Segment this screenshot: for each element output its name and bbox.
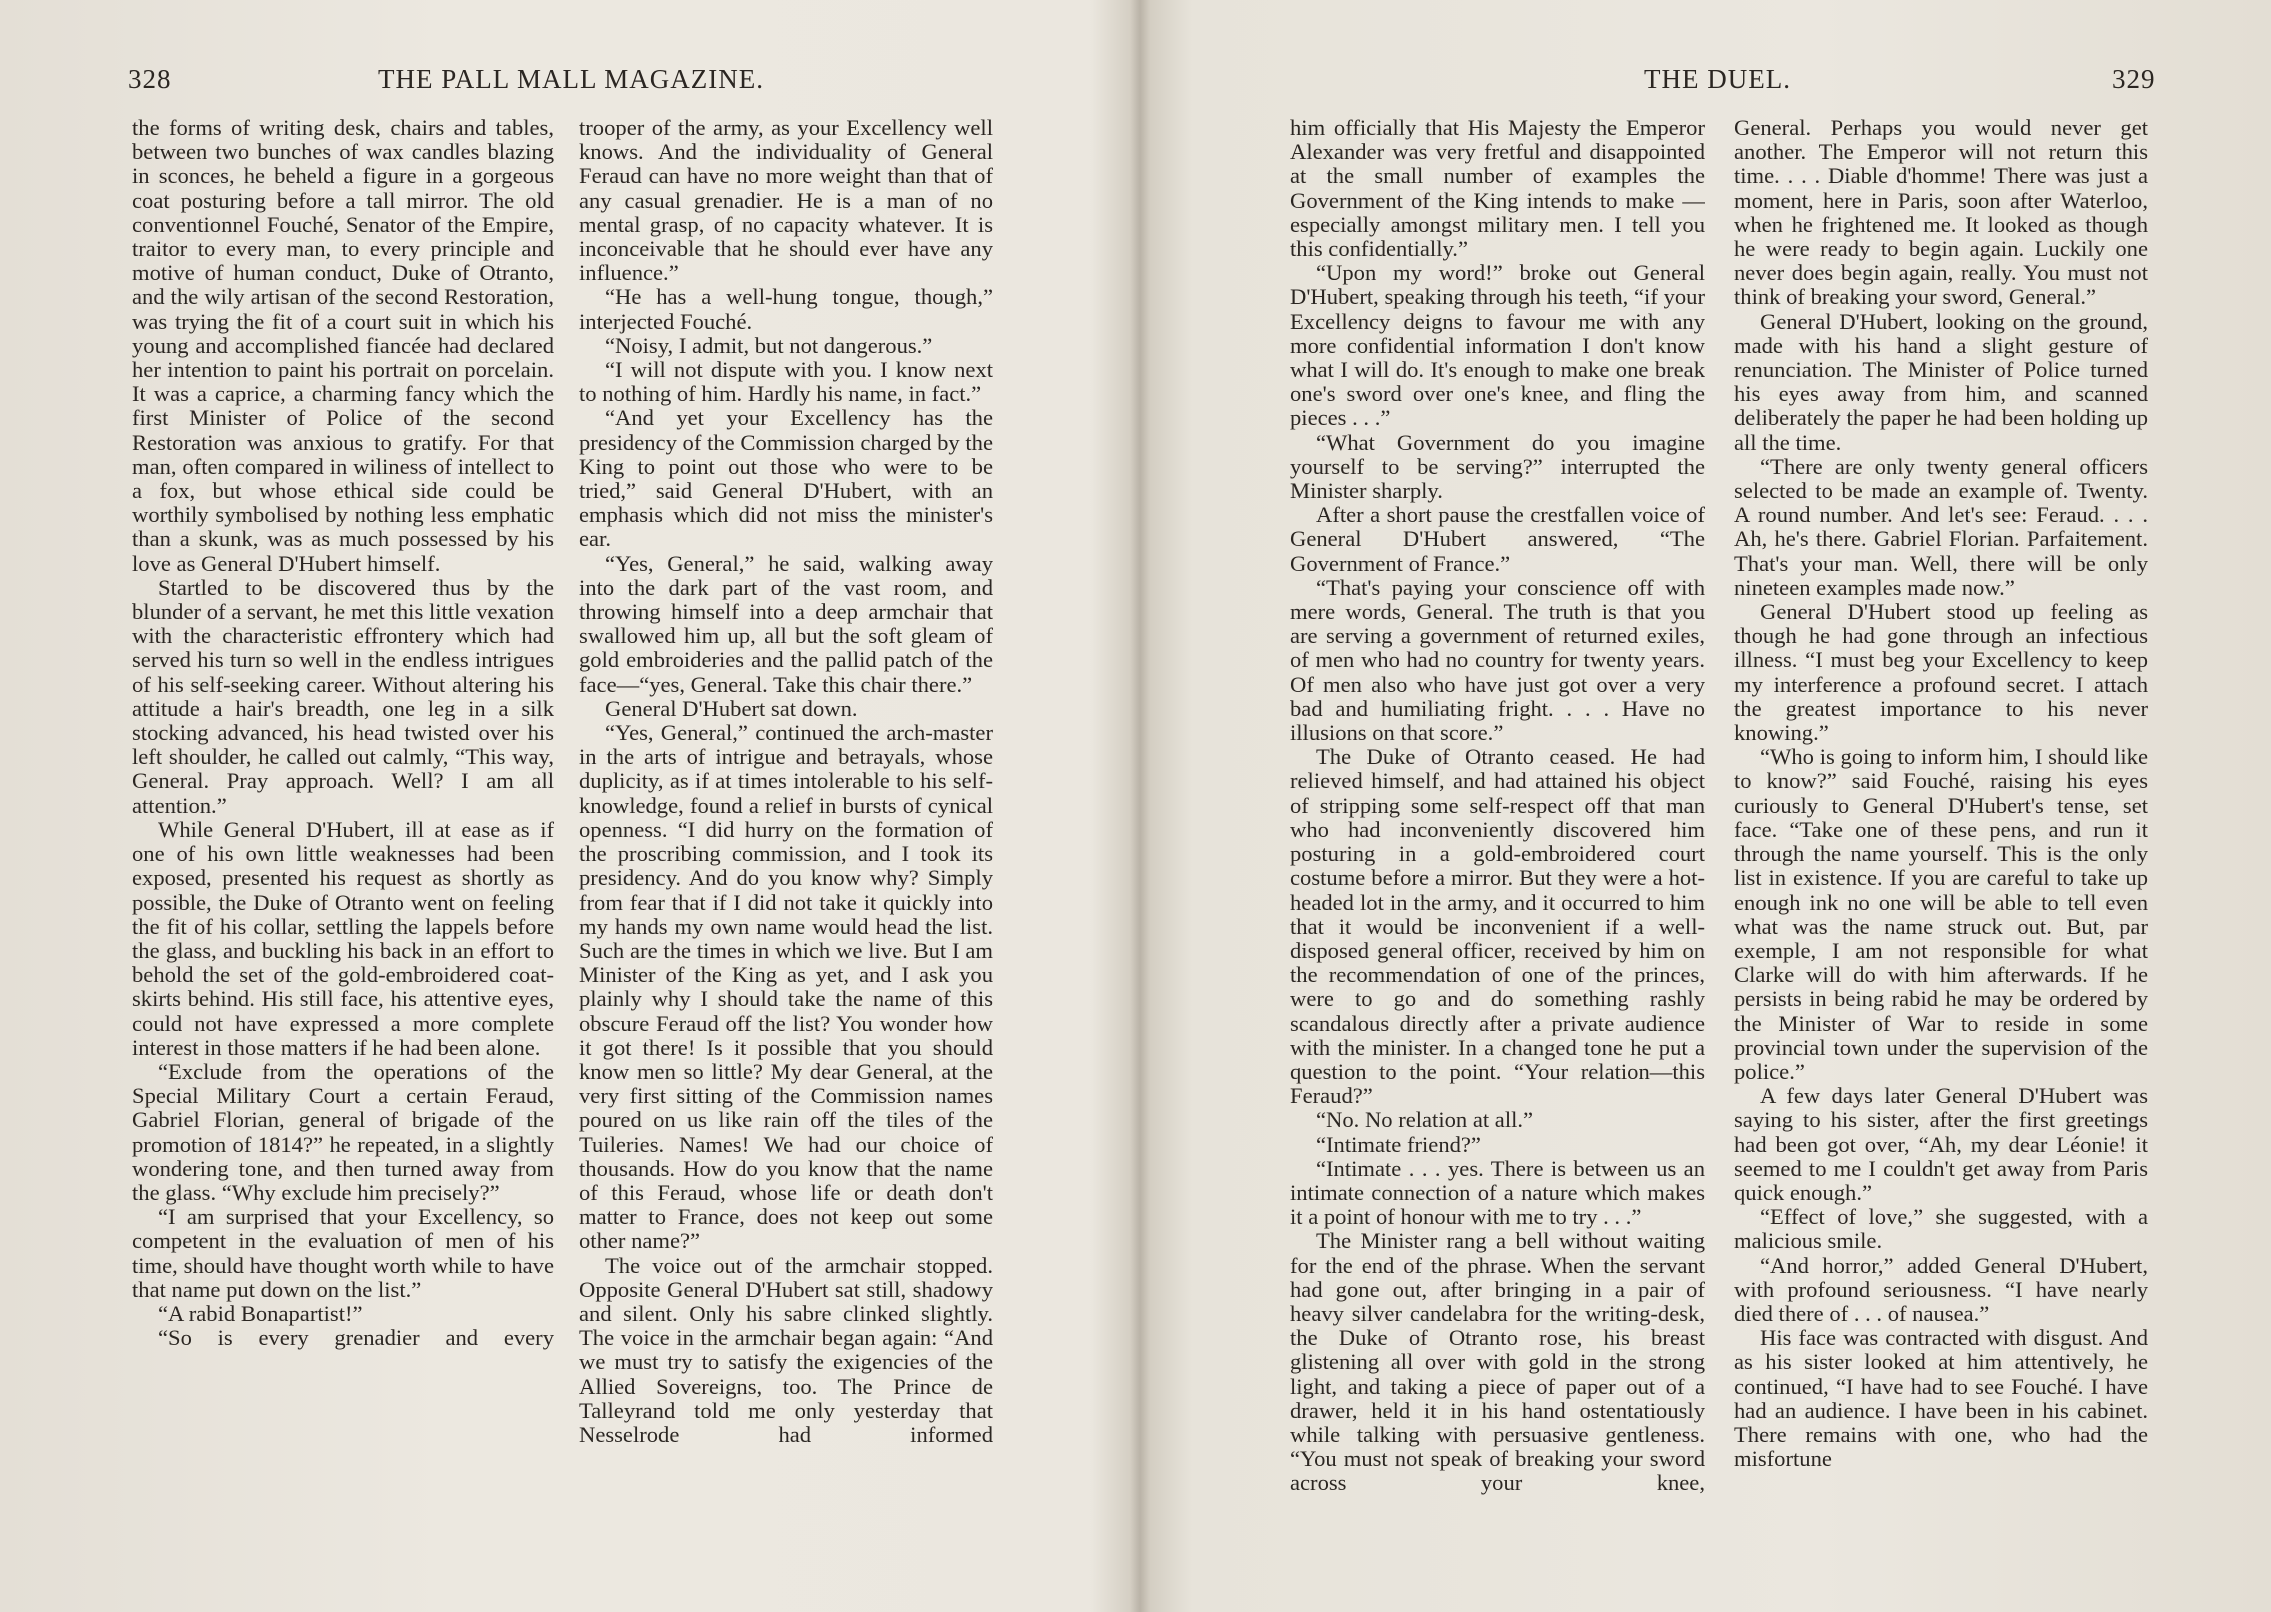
paragraph: “A rabid Bonapartist!”: [158, 1300, 363, 1326]
right-page-column-2: [1734, 116, 2148, 1556]
paragraph: “Noisy, I admit, but not dangerous.”: [605, 332, 933, 358]
paragraph: General D'Hubert stood up feeling as though he had gone through an infectious illness. “I must beg your Excellency to keep my interference a profound secret. I attach the greatest importance to his never knowing.”: [1734, 599, 2148, 746]
paragraph: “So is every grenadier and every: [158, 1325, 554, 1351]
paragraph: “He has a well-hung tongue, though,” interjected Fouché.: [579, 284, 993, 334]
left-page-column-1: [132, 116, 554, 1556]
paragraph: The Duke of Otranto ceased. He had relieved himself, and had attained his object of stripping some self-respect off that man who had inconveniently discovered him posturing in a gold-embroidered court costume before a mirror. But they were a hot-headed lot in the army, and it occurred to him that it would be inconvenient if a well-disposed general officer, received by him on the recommendation of one of the princes, were to go and do something rashly scandalous directly after a private audience with the minister. In a changed tone he put a question to the point. “Your relation—this Feraud?”: [1290, 744, 1705, 1109]
paragraph: Startled to be discovered thus by the blunder of a servant, he met this little vexation with the characteristic effrontery which had served his turn so well in the endless intrigues of his self-seeking career. Without altering his attitude a hair's breadth, one leg in a silk stocking advanced, his head twisted over his left shoulder, he called out calmly, “This way, General. Pray approach. Well? I am all attention.”: [132, 574, 554, 818]
paragraph: “No. No relation at all.”: [1316, 1107, 1534, 1133]
paragraph: The Minister rang a bell without waiting for the end of the phrase. When the servant had gone out, after bringing in a pair of heavy silver candelabra for the writing-desk, the Duke of Otranto rose, his breast glistening all over with gold in the strong light, and taking a piece of paper out of a drawer, held it in his hand ostentatiously while talking with persuasive gentleness. “You must not speak of breaking your sword across your knee,: [1290, 1228, 1705, 1496]
paragraph: “Yes, General,” continued the arch-master in the arts of intrigue and betrayals, whose duplicity, as if at times intolerable to his self-knowledge, found a relief in bursts of cynical openness. “I did hurry on the formation of the proscribing commission, and I took its presidency. And do you know why? Simply from fear that if I did not take it quickly into my hands my own name would head the list. Such are the times in which we live. But I am Minister of the King as yet, and I ask you plainly why I should take the name of this obscure Feraud off the list? You wonder how it got there! Is it possible that you should know men so little? My dear General, at the very first sitting of the Commission names poured on us like rain off the tiles of the Tuileries. Names! We had our choice of thousands. How do you know that the name of this Feraud, whose life or death don't matter to France, does not keep out some other name?”: [579, 720, 993, 1254]
paragraph: “I am surprised that your Excellency, so competent in the evaluation of men of his time, should have thought worth while to have that name put down on the list.”: [132, 1204, 554, 1302]
left-page-column-2: [579, 116, 993, 1556]
paragraph: “Effect of love,” she suggested, with a malicious smile.: [1734, 1204, 2148, 1254]
paragraph: “That's paying your conscience off with mere words, General. The truth is that you are serving a government of returned exiles, of men who had no country for twenty years. Of men also who have just got over a very bad and humiliating fright. . . . Have no illusions on that score.”: [1290, 574, 1705, 746]
paragraph: “Exclude from the operations of the Special Military Court a certain Feraud, Gabriel Florian, general of brigade of the promotion of 1814?” he repeated, in a slightly wondering tone, and then turned away from the glass. “Why exclude him precisely?”: [132, 1058, 554, 1205]
paragraph: trooper of the army, as your Excellency well knows. And the individuality of General Feraud can have no more weight than that of any casual grenadier. He is a man of no mental grasp, of no capacity whatever. It is inconceivable that he should ever have any influence.”: [579, 116, 993, 286]
paragraph: “Intimate friend?”: [1316, 1131, 1481, 1157]
paragraph: him officially that His Majesty the Emperor Alexander was very fretful and disappointed at the small number of examples the Government of the King intends to make —especially amongst military men. I tell you this confidentially.”: [1290, 116, 1705, 262]
right-page-column-1: [1290, 116, 1705, 1556]
paragraph: A few days later General D'Hubert was saying to his sister, after the first greetings had been got over, “Ah, my dear Léonie! it seemed to me I couldn't get away from Paris quick enough.”: [1734, 1083, 2148, 1205]
paragraph: “What Government do you imagine yourself to be serving?” interrupted the Minister sharply.: [1290, 429, 1705, 504]
paragraph: General D'Hubert sat down.: [605, 695, 858, 721]
paragraph: “Who is going to inform him, I should like to know?” said Fouché, raising his eyes curiously to General D'Hubert's tense, set face. “Take one of these pens, and run it through the name yourself. This is the only list in existence. If you are careful to take up enough ink no one will be able to tell even what was the name struck out. But, par exemple, I am not responsible for what Clarke will do with him afterwards. If he persists in being rabid he may be ordered by the Minister of War to reside in some provincial town under the supervision of the police.”: [1734, 744, 2148, 1084]
right-page: [1150, 0, 2271, 1612]
paragraph: the forms of writing desk, chairs and tables, between two bunches of wax candles blazing in sconces, he beheld a figure in a gorgeous coat posturing before a tall mirror. The old conventionnel Fouché, Senator of the Empire, traitor to every man, to every principle and motive of human conduct, Duke of Otranto, and the wily artisan of the second Restoration, was trying the fit of a court suit in which his young and accomplished fiancée had declared her intention to paint his portrait on porcelain. It was a caprice, a charming fancy which the first Minister of Police of the second Restoration was anxious to gratify. For that man, often compared in wiliness of intellect to a fox, but whose ethical side could be worthily symbolised by nothing less emphatic than a skunk, was as much possessed by his love as General D'Hubert himself.: [132, 116, 554, 576]
paragraph: “I will not dispute with you. I know next to nothing of him. Hardly his name, in fact.”: [579, 357, 993, 407]
paragraph: After a short pause the crestfallen voice of General D'Hubert answered, “The Government of France.”: [1290, 502, 1705, 576]
paragraph: “Intimate . . . yes. There is between us an intimate connection of a nature which makes it a point of honour with me to try . . .”: [1290, 1155, 1705, 1230]
book-gutter: [1130, 0, 1150, 1612]
right-running-head: THE DUEL.: [1644, 64, 1791, 94]
paragraph: General D'Hubert, looking on the ground, made with his hand a slight gesture of renunciation. The Minister of Police turned his eyes away from him, and scanned deliberately the paper he had been holding up all the time.: [1734, 308, 2148, 455]
left-page: [0, 0, 1130, 1612]
paragraph: “Upon my word!” broke out General D'Hubert, speaking through his teeth, “if your Excellency deigns to favour me with any more confidential information I don't know what I will do. It's enough to make one break one's sword over one's knee, and fling the pieces . . .”: [1290, 260, 1705, 431]
left-page-number: 328: [128, 64, 172, 94]
paragraph: “And horror,” added General D'Hubert, with profound seriousness. “I have nearly died there of . . . of nausea.”: [1734, 1252, 2148, 1326]
paragraph: While General D'Hubert, ill at ease as if one of his own little weaknesses had been exposed, presented his request as shortly as possible, the Duke of Otranto went on feeling the fit of his collar, settling the lappels before the glass, and buckling his back in an effort to behold the set of the gold-embroidered coat-skirts behind. His still face, his attentive eyes, could not have expressed a more complete interest in those matters if he had been alone.: [132, 816, 554, 1060]
paragraph: “And yet your Excellency has the presidency of the Commission charged by the King to point out those who were to be tried,” said General D'Hubert, with an emphasis which did not miss the minister's ear.: [579, 405, 993, 552]
paragraph: “Yes, General,” he said, walking away into the dark part of the vast room, and throwing himself into a deep armchair that swallowed him up, all but the soft gleam of gold embroideries and the pallid patch of the face—“yes, General. Take this chair there.”: [579, 550, 993, 697]
paragraph: “There are only twenty general officers selected to be made an example of. Twenty. A round number. And let's see: Feraud. . . . Ah, he's there. Gabriel Florian. Parfaitement. That's your man. Well, there will be only nineteen examples made now.”: [1734, 453, 2148, 600]
right-page-number: 329: [2112, 64, 2156, 94]
left-running-head: THE PALL MALL MAGAZINE.: [378, 64, 764, 94]
paragraph: His face was contracted with disgust. And as his sister looked at him attentively, he continued, “I have had to see Fouché. I have had an audience. I have been in his cabinet. There remains with one, who had the misfortune: [1734, 1325, 2148, 1472]
paragraph: General. Perhaps you would never get another. The Emperor will not return this time. . . . Diable d'homme! There was just a moment, here in Paris, soon after Waterloo, when he frightened me. It looked as though he were ready to begin again. Luckily one never does begin again, really. You must not think of breaking your sword, General.”: [1734, 116, 2148, 310]
paragraph: The voice out of the armchair stopped. Opposite General D'Hubert sat still, shadowy and silent. Only his sabre clinked slightly. The voice in the armchair began again: “And we must try to satisfy the exigencies of the Allied Sovereigns, too. The Prince de Talleyrand told me only yesterday that Nesselrode had informed: [579, 1252, 993, 1447]
